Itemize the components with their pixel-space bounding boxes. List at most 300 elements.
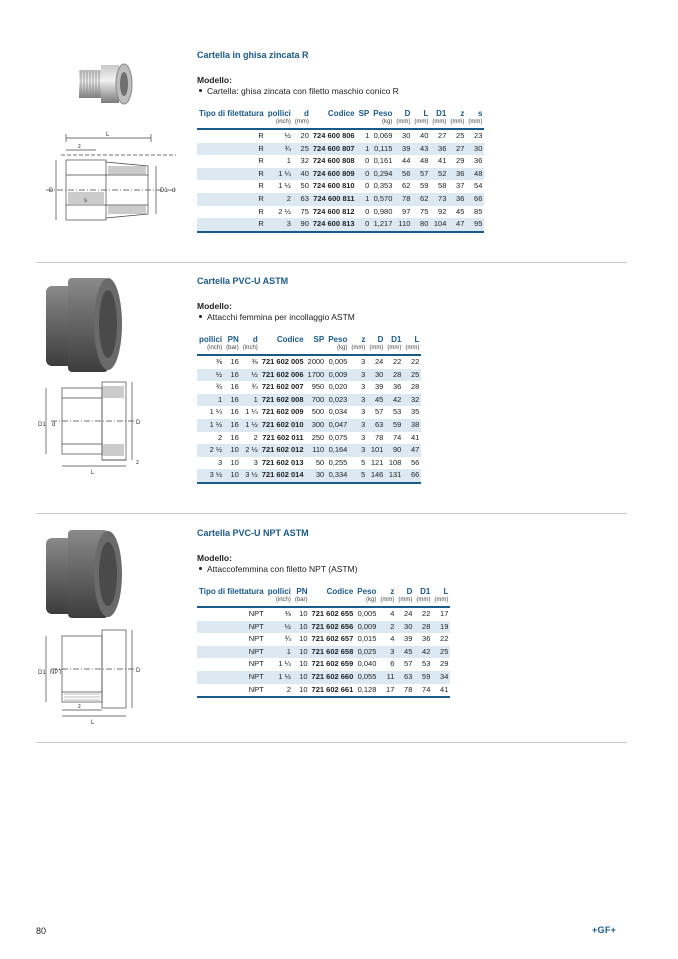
gf-logo: +GF+ <box>592 925 617 935</box>
table-row <box>197 432 421 445</box>
dim-D: D <box>136 668 141 674</box>
table-cell: 45 <box>456 206 465 216</box>
table-cell: 0,255 <box>328 457 348 467</box>
column-header: Tipo di filettatura <box>199 109 264 118</box>
table-cell: 0,570 <box>371 193 394 206</box>
table-cell: R <box>258 181 264 191</box>
table-row <box>197 381 421 394</box>
column-unit <box>311 118 357 129</box>
table-cell: 56 <box>394 168 412 181</box>
table-cell: 36 <box>448 193 466 206</box>
table-row <box>197 444 421 457</box>
table-cell: 24 <box>375 357 384 366</box>
product-code-cell: 724 600 808 <box>312 156 355 166</box>
table-row <box>197 621 450 634</box>
bullet-icon <box>199 567 202 570</box>
table-cell: ⅜ <box>284 609 291 618</box>
table-cell: 3 <box>361 432 366 442</box>
table-row <box>197 658 450 671</box>
table-cell: 0,128 <box>357 684 377 694</box>
fitting-photo-pvc-npt <box>36 528 184 620</box>
model-bullet <box>197 86 484 97</box>
product-code-cell: 721 602 005 <box>261 357 304 366</box>
table-header-row <box>197 109 484 118</box>
column-unit <box>306 344 327 355</box>
table-cell: 10 <box>293 621 310 634</box>
table-row <box>197 193 484 206</box>
table-cell: 44 <box>402 156 411 166</box>
table-cell: 146 <box>367 469 385 483</box>
table-cell: ¾ <box>215 382 223 392</box>
product-code-cell: 721 602 007 <box>261 382 304 392</box>
product-code-cell: 721 602 656 <box>310 621 356 634</box>
table-cell: ½ <box>241 369 260 382</box>
table-cell: 43 <box>412 143 430 156</box>
column-header: Peso <box>357 587 377 596</box>
column-unit: (mm) <box>380 597 395 603</box>
dim-D1: D1 <box>160 188 168 194</box>
table-cell: 0,115 <box>371 143 394 156</box>
column-header: Peso <box>328 335 348 344</box>
table-cell: 3 <box>266 218 293 232</box>
table-row <box>197 607 450 621</box>
table-cell: 38 <box>403 419 421 432</box>
table-cell: 22 <box>440 634 449 644</box>
table-cell: 40 <box>293 168 311 181</box>
model-bullet <box>197 564 450 575</box>
table-cell: 3 <box>378 646 396 659</box>
column-header: PN <box>227 335 239 344</box>
dim-D: D <box>136 420 141 426</box>
model-heading: Modello: <box>197 75 232 85</box>
section-pvc-astm <box>0 276 678 506</box>
table-cell: NPT <box>248 609 264 618</box>
table-cell: 5 <box>349 469 367 483</box>
table-row <box>197 369 421 382</box>
table-cell: 97 <box>402 206 411 216</box>
product-code-cell: 721 602 006 <box>260 369 306 382</box>
product-code-cell: 721 602 659 <box>311 659 354 669</box>
table-cell: 10 <box>299 634 308 644</box>
table-cell: 22 <box>411 357 420 366</box>
column-header: Codice <box>326 587 354 596</box>
page-number: 80 <box>36 926 47 936</box>
table-cell: 32 <box>300 156 309 166</box>
column-unit: (inch) <box>275 597 291 603</box>
table-row <box>197 646 450 659</box>
table-cell: 3 <box>361 407 366 417</box>
table-cell: 0 <box>357 218 372 232</box>
model-heading: Modello: <box>197 301 232 311</box>
dim-d: d <box>52 422 56 428</box>
section-divider <box>36 262 627 263</box>
product-code-cell: 721 602 655 <box>311 609 354 618</box>
table-cell: 41 <box>411 432 420 442</box>
table-cell: 23 <box>474 131 483 140</box>
table-cell: 53 <box>422 659 431 669</box>
table-cell: ½ <box>284 131 291 140</box>
table-cell: 36 <box>474 156 483 166</box>
table-cell: 48 <box>420 156 429 166</box>
table-cell: 36 <box>393 382 402 392</box>
table-cell: 3 <box>349 444 367 457</box>
table-cell: 19 <box>432 621 450 634</box>
table-cell: 50 <box>315 457 325 467</box>
table-cell: 63 <box>293 193 311 206</box>
column-unit: (mm) <box>369 345 384 351</box>
table-cell: 3 <box>361 382 366 392</box>
table-cell: 1 ½ <box>197 419 224 432</box>
table-cell: 0 <box>357 168 372 181</box>
table-cell: 10 <box>299 684 308 694</box>
column-header: L <box>443 587 449 596</box>
section-title: Cartella PVC-U NPT ASTM <box>197 528 309 538</box>
column-header: d <box>303 109 309 118</box>
table-cell: 1 <box>365 131 370 140</box>
table-cell: 0,353 <box>373 181 393 191</box>
table-row <box>197 469 421 483</box>
table-row <box>197 129 484 143</box>
table-cell: R <box>258 156 264 166</box>
table-cell: 45 <box>367 394 385 407</box>
table-cell: 4 <box>390 634 395 644</box>
product-code-cell: 724 600 812 <box>312 206 355 216</box>
table-cell: 27 <box>448 143 466 156</box>
table-cell: 2 ½ <box>278 206 291 216</box>
table-row <box>197 419 421 432</box>
column-header: D <box>377 335 384 344</box>
table-cell: 1 <box>357 143 372 156</box>
table-cell: 1 ½ <box>241 419 260 432</box>
table-cell: 5 <box>361 457 366 467</box>
column-unit: (mm) <box>416 597 431 603</box>
table-units-row <box>197 118 484 129</box>
table-row <box>197 457 421 470</box>
column-unit <box>357 118 372 129</box>
table-cell: 1 ¼ <box>209 407 223 417</box>
table-cell: ⅜ <box>215 357 223 366</box>
table-cell: 2 ½ <box>197 444 224 457</box>
product-code-cell: 721 602 657 <box>311 634 354 644</box>
table-cell: 0,020 <box>328 382 348 392</box>
table-cell: 0,069 <box>373 131 393 140</box>
model-heading: Modello: <box>197 553 232 563</box>
dim-D1: D1 <box>38 670 46 676</box>
table-cell: 78 <box>404 684 413 694</box>
table-cell: 48 <box>466 168 484 181</box>
table-cell: 54 <box>474 181 483 191</box>
table-row <box>197 406 421 419</box>
table-cell: 28 <box>414 621 432 634</box>
column-header: Peso <box>373 109 393 118</box>
product-code-cell: 721 602 010 <box>260 419 306 432</box>
table-cell: 3 <box>349 419 367 432</box>
dim-L: L <box>91 470 95 476</box>
column-header: pollici <box>199 335 223 344</box>
table-cell: 50 <box>300 181 309 191</box>
table-cell: 28 <box>385 369 403 382</box>
table-cell: 0,164 <box>326 444 349 457</box>
column-unit <box>310 596 356 607</box>
table-cell: 0,009 <box>355 621 378 634</box>
table-cell: ½ <box>266 621 293 634</box>
table-cell: 2 <box>217 432 223 442</box>
table-cell: 2 <box>378 621 396 634</box>
table-cell: 3 <box>349 369 367 382</box>
table-cell: 10 <box>299 609 308 618</box>
table-cell: 0 <box>365 156 370 166</box>
bullet-icon <box>199 89 202 92</box>
table-cell: 1 <box>241 394 260 407</box>
table-cell: R <box>197 193 266 206</box>
table-cell: 0,005 <box>328 357 348 366</box>
table-cell: 63 <box>367 419 385 432</box>
table-cell: 37 <box>456 181 465 191</box>
table-cell: ¾ <box>266 143 293 156</box>
table-cell: 1 <box>357 193 372 206</box>
table-cell: 74 <box>393 432 402 442</box>
table-cell: 75 <box>420 206 429 216</box>
table-cell: 950 <box>311 382 325 392</box>
table-cell: 1 ¼ <box>278 659 291 669</box>
product-code-cell: 721 602 014 <box>260 469 306 483</box>
table-row <box>197 684 450 698</box>
table-row <box>197 180 484 193</box>
dim-d: d <box>172 188 176 194</box>
table-cell: 0 <box>365 181 370 191</box>
table-cell: 90 <box>385 444 403 457</box>
table-cell: 78 <box>394 193 412 206</box>
table-cell: 1 ½ <box>278 181 291 191</box>
table-cell: 2 <box>286 684 291 694</box>
table-cell: ¾ <box>251 382 258 392</box>
column-header: z <box>460 109 465 118</box>
column-unit <box>260 344 306 355</box>
table-cell: 28 <box>411 382 420 392</box>
column-header: z <box>361 335 366 344</box>
bullet-icon <box>199 315 202 318</box>
table-cell: 700 <box>306 394 327 407</box>
table-cell: 57 <box>375 407 384 417</box>
table-cell: NPT <box>197 621 266 634</box>
table-cell: 11 <box>378 671 396 684</box>
table-cell: 2 <box>253 432 258 442</box>
table-cell: 59 <box>414 671 432 684</box>
column-unit <box>197 596 266 607</box>
table-cell: 0,980 <box>373 206 393 216</box>
table-cell: 25 <box>293 143 311 156</box>
table-cell: 41 <box>440 684 449 694</box>
column-header: Tipo di filettatura <box>199 587 264 596</box>
model-bullet-text: Attacchi femmina per incollaggio ASTM <box>207 312 355 322</box>
table-cell: 0,075 <box>328 432 348 442</box>
table-row <box>197 155 484 168</box>
dim-D: D <box>49 188 54 194</box>
column-header: PN <box>296 587 308 596</box>
dim-z: z <box>78 144 81 150</box>
table-cell: 42 <box>414 646 432 659</box>
table-cell: R <box>197 168 266 181</box>
table-cell: 57 <box>412 168 430 181</box>
product-code-cell: 721 602 008 <box>260 394 306 407</box>
product-images-ghisa <box>36 50 184 240</box>
table-cell: 59 <box>420 181 429 191</box>
table-cell: NPT <box>197 671 266 684</box>
table-cell: 80 <box>412 218 430 232</box>
table-cell: 92 <box>438 206 447 216</box>
table-cell: 58 <box>438 181 447 191</box>
table-cell: 1 <box>266 646 293 659</box>
table-cell: 52 <box>430 168 448 181</box>
table-cell: 17 <box>386 684 395 694</box>
table-cell: 16 <box>230 432 239 442</box>
section-title: Cartella PVC-U ASTM <box>197 276 289 286</box>
table-cell: 10 <box>293 646 310 659</box>
dim-D1: D1 <box>38 422 46 428</box>
table-cell: 32 <box>403 394 421 407</box>
table-cell: 1 <box>286 156 291 166</box>
table-cell: 39 <box>375 382 384 392</box>
table-cell: 101 <box>367 444 385 457</box>
table-cell: 0,009 <box>326 369 349 382</box>
column-unit: (mm) <box>398 597 413 603</box>
section-pvc-npt <box>0 528 678 738</box>
technical-drawing-pvc-npt <box>36 626 184 726</box>
table-cell: R <box>258 131 264 140</box>
column-header: D1 <box>391 335 402 344</box>
table-cell: 10 <box>299 659 308 669</box>
table-cell: 30 <box>306 469 327 483</box>
table-row <box>197 633 450 646</box>
technical-drawing-pvc-astm <box>36 378 184 478</box>
table-row <box>197 168 484 181</box>
table-cell: 16 <box>224 419 241 432</box>
table-cell: 29 <box>456 156 465 166</box>
section-title: Cartella in ghisa zincata R <box>197 50 309 60</box>
table-cell: 78 <box>375 432 384 442</box>
table-cell: 16 <box>230 357 239 366</box>
table-cell: 34 <box>432 671 450 684</box>
fitting-photo-ghisa <box>36 50 184 110</box>
dim-NPT: NPT <box>50 670 62 676</box>
table-cell: 41 <box>438 156 447 166</box>
table-cell: 2 ½ <box>241 444 260 457</box>
table-cell: 0 <box>365 206 370 216</box>
table-cell: 39 <box>394 143 412 156</box>
column-header: SP <box>313 335 325 344</box>
table-cell: 300 <box>306 419 327 432</box>
column-header: Codice <box>276 335 304 344</box>
table-cell: ½ <box>197 369 224 382</box>
table-cell: 0,161 <box>373 156 393 166</box>
table-cell: 57 <box>404 659 413 669</box>
table-cell: R <box>258 206 264 216</box>
technical-drawing-ghisa <box>36 130 184 240</box>
table-cell: 62 <box>412 193 430 206</box>
table-cell: 0,047 <box>326 419 349 432</box>
table-cell: R <box>197 143 266 156</box>
table-cell: 56 <box>411 457 420 467</box>
table-cell: 3 <box>361 357 366 366</box>
table-row <box>197 394 421 407</box>
table-cell: 6 <box>390 659 395 669</box>
table-cell: 0,005 <box>357 609 377 618</box>
spec-table-pvc-astm <box>197 335 421 484</box>
table-cell: 2 <box>266 193 293 206</box>
table-row <box>197 671 450 684</box>
product-code-cell: 721 602 013 <box>261 457 304 467</box>
table-cell: 0,040 <box>357 659 377 669</box>
table-cell: 0,034 <box>328 407 348 417</box>
table-cell: 3 ½ <box>241 469 260 483</box>
column-header: d <box>252 335 258 344</box>
table-cell: 95 <box>466 218 484 232</box>
table-cell: ¾ <box>284 634 291 644</box>
dim-s: s <box>84 198 87 204</box>
table-cell: ⅜ <box>251 357 258 366</box>
table-cell: 75 <box>300 206 309 216</box>
column-header: L <box>414 335 420 344</box>
table-cell: 30 <box>466 143 484 156</box>
product-code-cell: 721 602 661 <box>311 684 354 694</box>
table-cell: 0,015 <box>357 634 377 644</box>
table-cell: 30 <box>402 131 411 140</box>
table-cell: 250 <box>311 432 325 442</box>
table-cell: NPT <box>248 634 264 644</box>
table-cell: 1 ¼ <box>266 168 293 181</box>
product-images-pvc-npt <box>36 528 184 726</box>
table-cell: 85 <box>474 206 483 216</box>
table-cell: 45 <box>396 646 414 659</box>
table-row <box>197 355 421 369</box>
table-cell: NPT <box>248 659 264 669</box>
table-cell: 121 <box>370 457 384 467</box>
table-cell: 39 <box>404 634 413 644</box>
column-unit: (mm) <box>396 119 411 125</box>
product-code-cell: 724 600 807 <box>311 143 357 156</box>
section-divider <box>36 513 627 514</box>
column-unit: (bar) <box>294 597 308 603</box>
table-cell: 25 <box>403 369 421 382</box>
table-cell: 3 ½ <box>197 469 224 483</box>
table-cell: 47 <box>448 218 466 232</box>
column-unit: (mm) <box>450 119 465 125</box>
product-code-cell: 721 602 009 <box>261 407 304 417</box>
table-cell: 10 <box>230 457 239 467</box>
column-header: D <box>404 109 411 118</box>
table-cell: 59 <box>385 419 403 432</box>
dim-z: z <box>78 704 81 710</box>
product-code-cell: 724 600 813 <box>311 218 357 232</box>
table-row <box>197 218 484 232</box>
spec-table-pvc-npt <box>197 587 450 698</box>
table-cell: 108 <box>388 457 402 467</box>
table-cell: 66 <box>466 193 484 206</box>
table-cell: 3 <box>217 457 223 467</box>
table-cell: 36 <box>430 143 448 156</box>
dim-L: L <box>106 132 110 138</box>
column-unit: (mm) <box>434 597 449 603</box>
table-cell: 1 ¼ <box>245 407 258 417</box>
table-cell: 3 <box>253 457 258 467</box>
column-header: pollici <box>267 587 291 596</box>
column-unit: (mm) <box>405 345 420 351</box>
product-code-cell: 721 602 011 <box>262 432 304 442</box>
column-header: s <box>477 109 483 118</box>
table-cell: 22 <box>422 609 431 618</box>
table-cell: 1 <box>197 394 224 407</box>
table-cell: 1700 <box>306 369 327 382</box>
